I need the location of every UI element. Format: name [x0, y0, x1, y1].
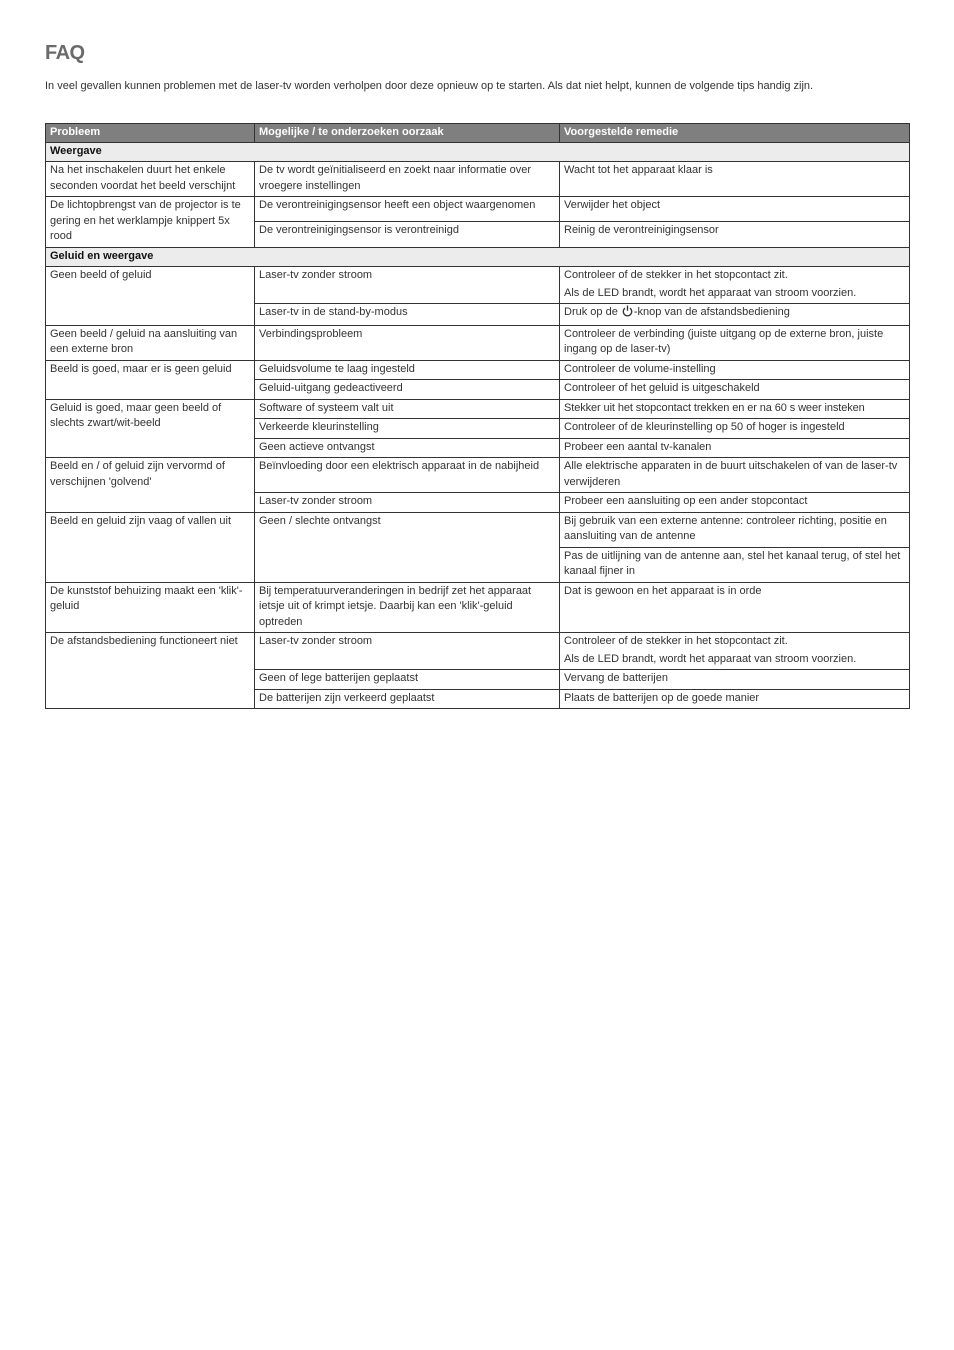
- intro-text: In veel gevallen kunnen problemen met de laser-tv worden verholpen door deze opnieuw op te starten. Als dat niet helpt, kunnen de volgende tips handig zijn.: [45, 80, 814, 92]
- cause-cell: Geen of lege batterijen geplaatst: [255, 670, 560, 690]
- table-row: [46, 582, 910, 633]
- cause-cell: Bij temperatuurveranderingen in bedrijf zet het apparaat ietsje uit of krimpt ietsje. Daarbij kan een 'klik'-geluid optreden: [255, 582, 560, 633]
- section-title-weergave: Weergave: [46, 142, 910, 162]
- problem-cell: Geluid is goed, maar geen beeld of slechts zwart/wit-beeld: [46, 399, 255, 458]
- remedy-text-after-icon: -knop van de afstandsbediening: [633, 306, 790, 318]
- remedy-cell: Alle elektrische apparaten in de buurt uitschakelen of van de laser-tv verwijderen: [560, 458, 910, 493]
- section-row: [46, 142, 910, 162]
- problem-cell: De lichtopbrengst van de projector is te gering en het werklampje knippert 5x rood: [46, 197, 255, 248]
- remedy-line: Als de LED brandt, wordt het apparaat van stroom voorzien.: [564, 286, 857, 299]
- remedy-cell: [560, 304, 910, 326]
- table-row: [46, 512, 910, 547]
- table-row: [46, 633, 910, 670]
- remedy-cell: Plaats de batterijen op de goede manier: [560, 689, 910, 709]
- table-row: [46, 458, 910, 493]
- column-header-remedy: Voorgestelde remedie: [560, 124, 910, 143]
- cause-cell: Laser-tv zonder stroom: [255, 267, 560, 304]
- remedy-cell: Controleer of het geluid is uitgeschakeld: [560, 380, 910, 400]
- remedy-line: Controleer of de stekker in het stopcontact zit.: [564, 635, 788, 647]
- cause-cell: Geen actieve ontvangst: [255, 438, 560, 458]
- section-row: [46, 247, 910, 267]
- remedy-cell: Stekker uit het stopcontact trekken en er na 60 s weer insteken: [560, 399, 910, 419]
- cause-cell: Laser-tv zonder stroom: [255, 493, 560, 513]
- problem-cell: Geen beeld of geluid: [46, 267, 255, 326]
- cause-cell: De verontreinigingsensor heeft een object waargenomen: [255, 197, 560, 222]
- cause-cell: Geluidsvolume te laag ingesteld: [255, 360, 560, 380]
- remedy-line: Controleer of de stekker in het stopcontact zit.: [564, 269, 788, 281]
- table-row: [46, 360, 910, 380]
- cause-cell: Verkeerde kleurinstelling: [255, 419, 560, 439]
- remedy-cell: Dat is gewoon en het apparaat is in orde: [560, 582, 910, 633]
- problem-cell: De kunststof behuizing maakt een 'klik'-geluid: [46, 582, 255, 633]
- remedy-cell: Probeer een aansluiting op een ander stopcontact: [560, 493, 910, 513]
- cause-cell: Verbindingsprobleem: [255, 325, 560, 360]
- remedy-cell: Verwijder het object: [560, 197, 910, 222]
- power-icon: [622, 305, 633, 323]
- remedy-cell: Controleer de volume-instelling: [560, 360, 910, 380]
- remedy-text-before-icon: Druk op de: [564, 306, 618, 318]
- table-row: [46, 325, 910, 360]
- remedy-cell: Reinig de verontreinigingsensor: [560, 222, 910, 247]
- cause-cell: De verontreinigingsensor is verontreinigd: [255, 222, 560, 247]
- problem-cell: Beeld en / of geluid zijn vervormd of verschijnen 'golvend': [46, 458, 255, 513]
- cause-cell: Geluid-uitgang gedeactiveerd: [255, 380, 560, 400]
- page-title: FAQ: [45, 42, 85, 64]
- section-title-geluid-en-weergave: Geluid en weergave: [46, 247, 910, 267]
- table-header-row: [46, 124, 910, 143]
- remedy-cell: Vervang de batterijen: [560, 670, 910, 690]
- remedy-cell: Controleer de verbinding (juiste uitgang op de externe bron, juiste ingang op de laser-tv): [560, 325, 910, 360]
- cause-cell: Software of systeem valt uit: [255, 399, 560, 419]
- table-row: [46, 197, 910, 222]
- remedy-cell: Bij gebruik van een externe antenne: controleer richting, positie en aansluiting van de antenne: [560, 512, 910, 547]
- remedy-cell: [560, 267, 910, 304]
- table-row: [46, 267, 910, 304]
- faq-table: [45, 123, 910, 709]
- problem-cell: Beeld is goed, maar er is geen geluid: [46, 360, 255, 399]
- column-header-cause: Mogelijke / te onderzoeken oorzaak: [255, 124, 560, 143]
- cause-cell: Laser-tv zonder stroom: [255, 633, 560, 670]
- problem-cell: Beeld en geluid zijn vaag of vallen uit: [46, 512, 255, 582]
- cause-cell: De batterijen zijn verkeerd geplaatst: [255, 689, 560, 709]
- problem-cell: Na het inschakelen duurt het enkele seconden voordat het beeld verschijnt: [46, 162, 255, 197]
- problem-cell: De afstandsbediening functioneert niet: [46, 633, 255, 709]
- problem-cell: Geen beeld / geluid na aansluiting van een externe bron: [46, 325, 255, 360]
- remedy-cell: Wacht tot het apparaat klaar is: [560, 162, 910, 197]
- remedy-cell: Probeer een aantal tv-kanalen: [560, 438, 910, 458]
- remedy-cell: Pas de uitlijning van de antenne aan, stel het kanaal terug, of stel het kanaal fijner in: [560, 547, 910, 582]
- cause-cell: Beïnvloeding door een elektrisch apparaat in de nabijheid: [255, 458, 560, 493]
- remedy-cell: Controleer of de kleurinstelling op 50 of hoger is ingesteld: [560, 419, 910, 439]
- column-header-problem: Probleem: [46, 124, 255, 143]
- cause-cell: Laser-tv in de stand-by-modus: [255, 304, 560, 326]
- remedy-line: Als de LED brandt, wordt het apparaat van stroom voorzien.: [564, 652, 857, 665]
- table-row: [46, 162, 910, 197]
- cause-cell: Geen / slechte ontvangst: [255, 512, 560, 582]
- cause-cell: De tv wordt geïnitialiseerd en zoekt naar informatie over vroegere instellingen: [255, 162, 560, 197]
- table-row: [46, 399, 910, 419]
- remedy-cell: [560, 633, 910, 670]
